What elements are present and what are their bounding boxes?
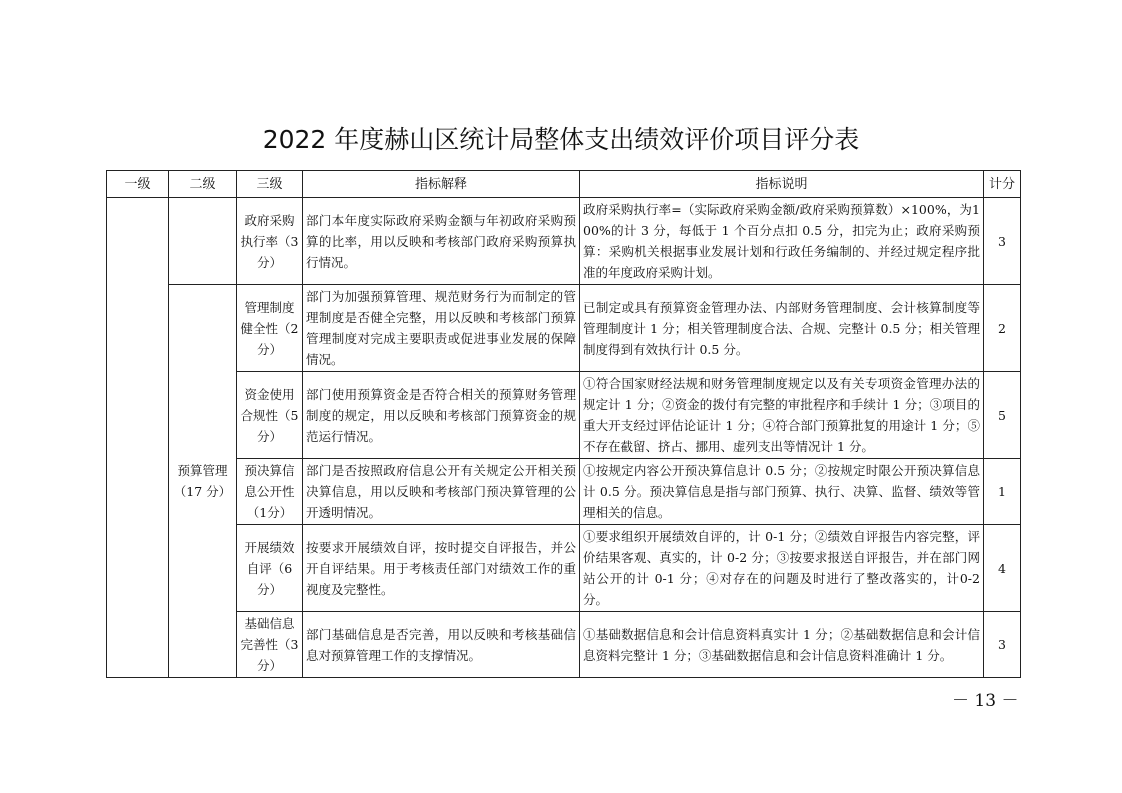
score-cell: 3 (984, 612, 1021, 678)
explain-cell: 部门使用预算资金是否符合相关的预算财务管理制度的规定，用以反映和考核部门预算资金的规范运行情况。 (303, 372, 580, 459)
score-cell: 2 (984, 285, 1021, 372)
score-table (106, 170, 1021, 678)
score-cell: 1 (984, 459, 1021, 525)
detail-cell: ①按规定内容公开预决算信息计 0.5 分；②按规定时限公开预决算信息计 0.5 分。预决算信息是指与部门预算、执行、决算、监督、绩效等管理相关的信息。 (580, 459, 984, 525)
table-row (107, 285, 1021, 372)
header-level3: 三级 (237, 171, 303, 198)
level1-cell (107, 198, 169, 678)
level3-cell: 预决算信息公开性（1分） (237, 459, 303, 525)
explain-cell: 部门本年度实际政府采购金额与年初政府采购预算的比率，用以反映和考核部门政府采购预算执行情况。 (303, 198, 580, 285)
level3-cell: 资金使用合规性（5分） (237, 372, 303, 459)
document-title: 2022 年度赫山区统计局整体支出绩效评价项目评分表 (262, 125, 860, 154)
level3-cell: 政府采购执行率（3分） (237, 198, 303, 285)
level2-cell-empty (169, 198, 237, 285)
explain-cell: 部门为加强预算管理、规范财务行为而制定的管理制度是否健全完整，用以反映和考核部门预算管理制度对完成主要职责或促进事业发展的保障情况。 (303, 285, 580, 372)
detail-cell: ①符合国家财经法规和财务管理制度规定以及有关专项资金管理办法的规定计 1 分；②资金的拨付有完整的审批程序和手续计 1 分；③项目的重大开支经过评估论证计 1 分；④符合部门预算批复的用途计 1 分；⑤不存在截留、挤占、挪用、虚列支出等情况计 1 分。 (580, 372, 984, 459)
table-row (107, 198, 1021, 285)
table-row (107, 525, 1021, 612)
level3-cell: 管理制度健全性（2分） (237, 285, 303, 372)
header-level2: 二级 (169, 171, 237, 198)
score-cell: 5 (984, 372, 1021, 459)
table-row (107, 459, 1021, 525)
explain-cell: 部门基础信息是否完善，用以反映和考核基础信息对预算管理工作的支撑情况。 (303, 612, 580, 678)
table-row (107, 612, 1021, 678)
score-cell: 4 (984, 525, 1021, 612)
level3-cell: 基础信息完善性（3分） (237, 612, 303, 678)
header-explain: 指标解释 (303, 171, 580, 198)
detail-cell: 已制定或具有预算资金管理办法、内部财务管理制度、会计核算制度等管理制度计 1 分；相关管理制度合法、合规、完整计 0.5 分；相关管理制度得到有效执行计 0.5 分。 (580, 285, 984, 372)
header-detail: 指标说明 (580, 171, 984, 198)
detail-cell: ①要求组织开展绩效自评的，计 0-1 分；②绩效自评报告内容完整，评价结果客观、真实的，计 0-2 分；③按要求报送自评报告，并在部门网站公开的计 0-1 分；④对存在的问题及时进行了整改落实的，计0-2 分。 (580, 525, 984, 612)
detail-cell: 政府采购执行率=（实际政府采购金额/政府采购预算数）×100%，为100%的计 3 分，每低于 1 个百分点扣 0.5 分，扣完为止；政府采购预算：采购机关根据事业发展计划和行政任务编制的、并经过规定程序批准的年度政府采购计划。 (580, 198, 984, 285)
score-cell: 3 (984, 198, 1021, 285)
table-row (107, 372, 1021, 459)
page-number: － 13 － (952, 691, 1019, 711)
detail-cell: ①基础数据信息和会计信息资料真实计 1 分；②基础数据信息和会计信息资料完整计 1 分；③基础数据信息和会计信息资料准确计 1 分。 (580, 612, 984, 678)
level2-group-cell: 预算管理（17 分） (169, 285, 237, 678)
header-level1: 一级 (107, 171, 169, 198)
explain-cell: 部门是否按照政府信息公开有关规定公开相关预决算信息，用以反映和考核部门预决算管理的公开透明情况。 (303, 459, 580, 525)
level3-cell: 开展绩效自评（6分） (237, 525, 303, 612)
header-score: 计分 (984, 171, 1021, 198)
explain-cell: 按要求开展绩效自评，按时提交自评报告，并公开自评结果。用于考核责任部门对绩效工作的重视度及完整性。 (303, 525, 580, 612)
table-header-row (107, 171, 1021, 198)
